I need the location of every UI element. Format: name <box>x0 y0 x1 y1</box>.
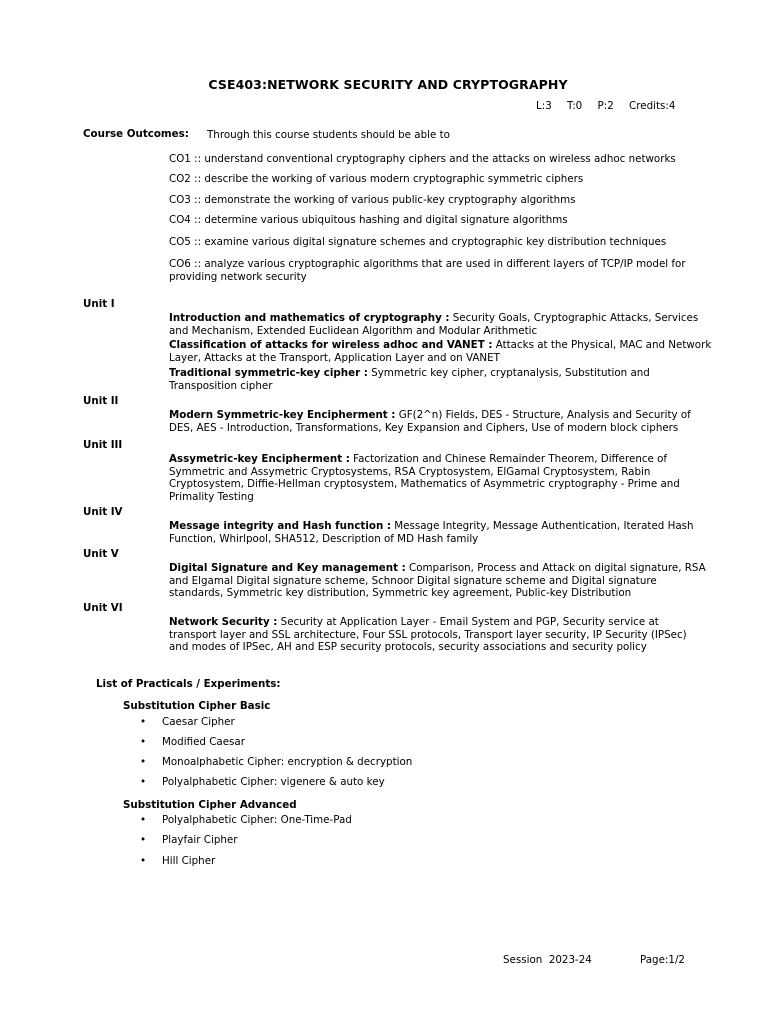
unit-topic <box>169 453 714 503</box>
course-outcome: CO2 :: describe the working of various modern cryptographic symmetric ciphers <box>169 173 584 185</box>
practical-item: Playfair Cipher <box>162 834 238 846</box>
course-outcome: CO1 :: understand conventional cryptography ciphers and the attacks on wireless adhoc networks <box>169 153 676 165</box>
practical-item: Hill Cipher <box>162 855 216 867</box>
topic-text: Security at Application Layer - Email System and PGP, Security service at transport layer and SSL architecture, Four SSL protocols, Transport layer security, IP Security (IPSec) and modes of IPSec, AH and ESP security protocols, security associations and security policy <box>169 616 687 653</box>
unit-label: Unit II <box>83 395 119 407</box>
topic-text: Attacks at the Physical, MAC and Network Layer, Attacks at the Transport, Application Layer and on VANET <box>169 339 712 364</box>
practical-item: Caesar Cipher <box>162 716 235 728</box>
practical-item: Monoalphabetic Cipher: encryption & decryption <box>162 756 413 768</box>
unit-topic <box>169 409 714 434</box>
unit-topic <box>169 616 704 654</box>
footer-page-number: Page:1/2 <box>640 954 685 966</box>
bullet-icon: • <box>140 855 147 867</box>
unit-topic <box>169 312 714 337</box>
topic-heading: Digital Signature and Key management : <box>169 562 406 574</box>
bullet-icon: • <box>140 814 147 826</box>
unit-topic <box>169 339 714 364</box>
topic-heading: Assymetric-key Encipherment : <box>169 453 350 465</box>
bullet-icon: • <box>140 756 147 768</box>
practical-item: Modified Caesar <box>162 736 245 748</box>
unit-label: Unit V <box>83 548 119 560</box>
topic-text: Comparison, Process and Attack on digital signature, RSA and Elgamal Digital signature scheme, Schnoor Digital signature scheme and Digital signature standards, Symmetric key distribution, Symmetric key agreement, Public-key Distribution <box>169 562 706 599</box>
credits-line <box>536 100 685 112</box>
tutorial-hours: T:0 <box>567 100 583 112</box>
topic-text: Security Goals, Cryptographic Attacks, Services and Mechanism, Extended Euclidean Algorithm and Modular Arithmetic <box>169 312 699 337</box>
practicals-title: List of Practicals / Experiments: <box>96 678 281 690</box>
unit-label: Unit III <box>83 439 123 451</box>
page-title: CSE403:NETWORK SECURITY AND CRYPTOGRAPHY <box>208 77 568 92</box>
practical-item: Polyalphabetic Cipher: One-Time-Pad <box>162 814 352 826</box>
lecture-hours: L:3 <box>536 100 552 112</box>
course-outcome: CO4 :: determine various ubiquitous hashing and digital signature algorithms <box>169 214 568 226</box>
bullet-icon: • <box>140 834 147 846</box>
course-outcome: CO6 :: analyze various cryptographic algorithms that are used in different layers of TCP/IP model for providing network security <box>169 258 686 283</box>
topic-text: Factorization and Chinese Remainder Theorem, Difference of Symmetric and Assymetric Cryptosystems, RSA Cryptosystem, ElGamal Cryptosystem, Rabin Cryptosystem, Diffie-Hellman cryptosystem, Mathematics of Asymmetric cryptography - Prime and Primality Testing <box>169 453 680 503</box>
topic-heading: Modern Symmetric-key Encipherment : <box>169 409 396 421</box>
unit-label: Unit I <box>83 298 115 310</box>
bullet-icon: • <box>140 716 147 728</box>
unit-label: Unit IV <box>83 506 123 518</box>
topic-heading: Traditional symmetric-key cipher : <box>169 367 368 379</box>
course-outcome: CO3 :: demonstrate the working of various public-key cryptography algorithms <box>169 194 576 206</box>
course-outcome: CO5 :: examine various digital signature schemes and cryptographic key distribution techniques <box>169 236 667 248</box>
credit-count: Credits:4 <box>629 100 676 112</box>
topic-text: Message Integrity, Message Authentication, Iterated Hash Function, Whirlpool, SHA512, Description of MD Hash family <box>169 520 694 545</box>
practical-item: Polyalphabetic Cipher: vigenere & auto key <box>162 776 385 788</box>
topic-text: Symmetric key cipher, cryptanalysis, Substitution and Transposition cipher <box>169 367 650 392</box>
course-outcomes-intro: Through this course students should be able to <box>207 129 450 141</box>
footer-session: Session 2023-24 <box>503 954 592 966</box>
bullet-icon: • <box>140 736 147 748</box>
practical-group-title: Substitution Cipher Basic <box>123 700 271 712</box>
unit-topic <box>169 520 714 545</box>
topic-heading: Message integrity and Hash function : <box>169 520 391 532</box>
topic-text: GF(2^n) Fields, DES - Structure, Analysis and Security of DES, AES - Introduction, Transformations, Key Expansion and Ciphers, Use of modern block ciphers <box>169 409 691 434</box>
bullet-icon: • <box>140 776 147 788</box>
unit-label: Unit VI <box>83 602 123 614</box>
practical-hours: P:2 <box>597 100 614 112</box>
unit-topic <box>169 562 714 600</box>
practical-group-title: Substitution Cipher Advanced <box>123 799 297 811</box>
unit-topic <box>169 367 714 392</box>
course-outcomes-label: Course Outcomes: <box>83 128 189 140</box>
topic-heading: Network Security : <box>169 616 278 628</box>
topic-heading: Introduction and mathematics of cryptography : <box>169 312 450 324</box>
topic-heading: Classification of attacks for wireless adhoc and VANET : <box>169 339 493 351</box>
